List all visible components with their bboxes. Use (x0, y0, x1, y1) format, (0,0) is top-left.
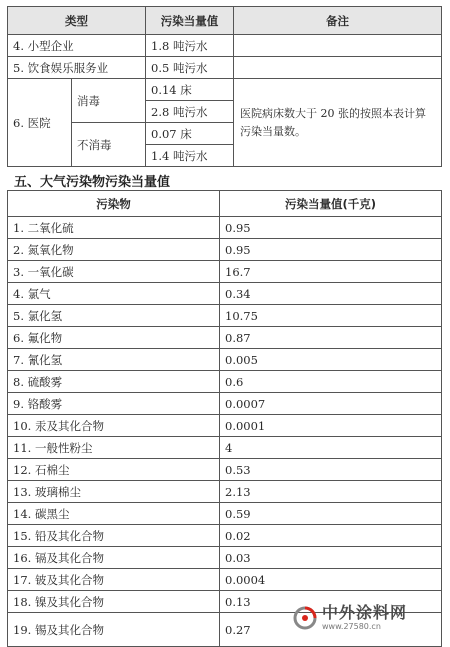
pollutant-name: 16. 镉及其化合物 (8, 547, 220, 569)
pollutant-name: 10. 汞及其化合物 (8, 415, 220, 437)
pollutant-name: 8. 硫酸雾 (8, 371, 220, 393)
air-pollutant-table (7, 190, 442, 647)
pollutant-value: 0.95 (220, 239, 442, 261)
watermark-name: 中外涂料网 (322, 603, 408, 622)
pollutant-value: 0.005 (220, 349, 442, 371)
hospital-note: 医院病床数大于 20 张的按照本表计算污染当量数。 (234, 79, 442, 167)
pollutant-name: 7. 氰化氢 (8, 349, 220, 371)
subtype-no-disinfect: 不消毒 (72, 123, 146, 167)
pollutant-value: 0.0007 (220, 393, 442, 415)
table-row (8, 503, 442, 525)
air-pollutant-rows (8, 217, 442, 647)
pollutant-name: 3. 一氧化碳 (8, 261, 220, 283)
pollutant-name: 14. 碳黑尘 (8, 503, 220, 525)
pollutant-name: 2. 氮氧化物 (8, 239, 220, 261)
subtype-disinfect: 消毒 (72, 79, 146, 123)
header-type: 类型 (8, 7, 146, 35)
table-row (8, 547, 442, 569)
table-row (8, 349, 442, 371)
pollutant-value: 0.34 (220, 283, 442, 305)
pollutant-name: 4. 氯气 (8, 283, 220, 305)
table-row (8, 459, 442, 481)
table-row (8, 371, 442, 393)
pollutant-value: 0.13 (220, 591, 442, 613)
note-cell (234, 57, 442, 79)
header-note: 备注 (234, 7, 442, 35)
section-title: 五、大气污染物污染当量值 (14, 175, 171, 190)
pollutant-value: 4 (220, 437, 442, 459)
table-row (8, 415, 442, 437)
pollutant-value: 0.95 (220, 217, 442, 239)
value-cell: 0.07 床 (146, 123, 234, 145)
pollutant-name: 19. 锡及其化合物 (8, 613, 220, 647)
table-row (8, 283, 442, 305)
pollutant-value: 0.0004 (220, 569, 442, 591)
pollutant-value: 0.27 (220, 613, 442, 647)
pollutant-value: 0.0001 (220, 415, 442, 437)
table-row (8, 305, 442, 327)
pollutant-value: 0.59 (220, 503, 442, 525)
type-cell-hospital: 6. 医院 (8, 79, 72, 167)
table-header-row (8, 191, 442, 217)
note-cell (234, 35, 442, 57)
pollutant-name: 1. 二氧化硫 (8, 217, 220, 239)
pollutant-name: 12. 石棉尘 (8, 459, 220, 481)
table-row (8, 35, 442, 57)
table-row (8, 79, 442, 101)
table-row (8, 393, 442, 415)
type-cell: 4. 小型企业 (8, 35, 146, 57)
pollutant-value: 0.02 (220, 525, 442, 547)
pollutant-value: 0.53 (220, 459, 442, 481)
table-row (8, 327, 442, 349)
pollutant-name: 6. 氟化物 (8, 327, 220, 349)
watermark (292, 603, 442, 633)
table-row (8, 437, 442, 459)
table-row (8, 239, 442, 261)
table-row (8, 217, 442, 239)
pollutant-value: 0.6 (220, 371, 442, 393)
pollutant-name: 9. 铬酸雾 (8, 393, 220, 415)
pollutant-name: 11. 一般性粉尘 (8, 437, 220, 459)
table-row (8, 261, 442, 283)
pollutant-name: 15. 铅及其化合物 (8, 525, 220, 547)
pollutant-value: 0.03 (220, 547, 442, 569)
pollutant-name: 18. 镍及其化合物 (8, 591, 220, 613)
pollutant-value: 2.13 (220, 481, 442, 503)
table-row (8, 57, 442, 79)
table-row (8, 481, 442, 503)
value-cell: 0.14 床 (146, 79, 234, 101)
brand-logo-icon (292, 605, 318, 631)
water-pollutant-table (7, 6, 442, 167)
header-pollutant: 污染物 (8, 191, 220, 217)
watermark-url: www.27580.cn (322, 622, 381, 631)
value-cell: 1.4 吨污水 (146, 145, 234, 167)
pollutant-name: 17. 铍及其化合物 (8, 569, 220, 591)
value-cell: 2.8 吨污水 (146, 101, 234, 123)
pollutant-name: 13. 玻璃棉尘 (8, 481, 220, 503)
pollutant-name: 5. 氯化氢 (8, 305, 220, 327)
value-cell: 0.5 吨污水 (146, 57, 234, 79)
header-equivalent: 污染当量值(千克) (220, 191, 442, 217)
pollutant-value: 16.7 (220, 261, 442, 283)
header-value: 污染当量值 (146, 7, 234, 35)
value-cell: 1.8 吨污水 (146, 35, 234, 57)
table-row (8, 525, 442, 547)
pollutant-value: 10.75 (220, 305, 442, 327)
table-header-row (8, 7, 442, 35)
pollutant-value: 0.87 (220, 327, 442, 349)
table-row (8, 569, 442, 591)
type-cell: 5. 饮食娱乐服务业 (8, 57, 146, 79)
